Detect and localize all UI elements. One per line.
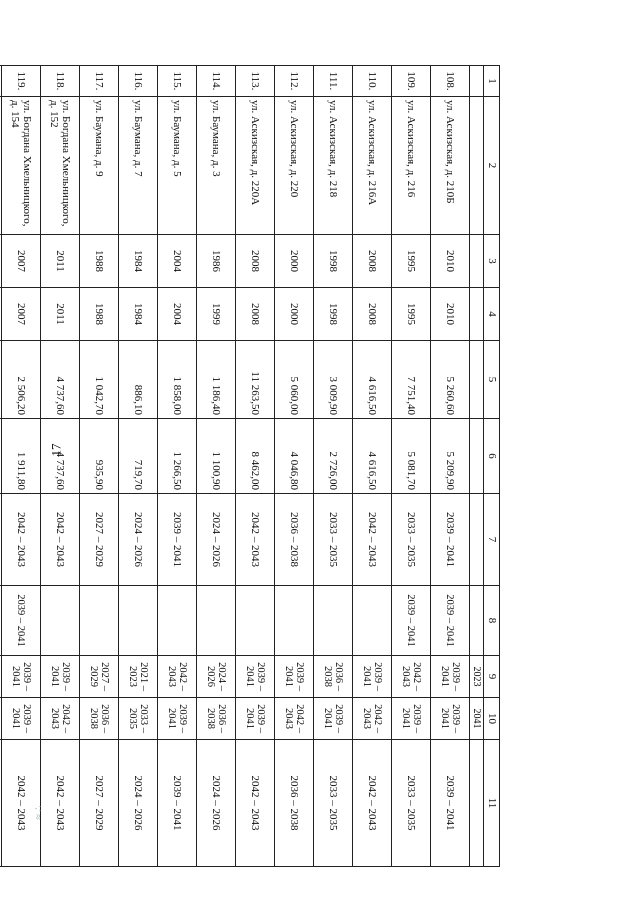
period-cell: 2042 – 2043 (40, 698, 79, 740)
year-built-cell: 2008 (235, 235, 274, 288)
period-cell: 2042 – 2043 (157, 656, 196, 698)
row-number: 111. (313, 66, 352, 97)
year-cell: 2004 (157, 288, 196, 341)
period-cell (118, 586, 157, 656)
area-living-cell: 719,70 (118, 419, 157, 494)
header-cell: 6 (484, 419, 500, 494)
sub-cell (469, 235, 484, 288)
period-cell: 2039 – 2041 (157, 494, 196, 586)
document-table-rotated (0, 65, 500, 867)
area-living-cell: 4 737,60 (40, 419, 79, 494)
header-cell: 9 (484, 656, 500, 698)
period-cell: 2021 – 2023 (118, 656, 157, 698)
table-row (196, 66, 235, 867)
table-row (79, 66, 118, 867)
area-living-cell: 1 266,50 (157, 419, 196, 494)
area-living-cell: 1 100,90 (196, 419, 235, 494)
page-number: 17 (48, 443, 64, 457)
period-cell: 2042 – 2043 (274, 698, 313, 740)
period-cell: 2039 – 2041 (430, 494, 469, 586)
period-cell: 2042 – 2043 (40, 740, 79, 867)
sub-cell (469, 494, 484, 586)
period-cell: 2039 – 2041 (235, 698, 274, 740)
year-cell: 1998 (313, 288, 352, 341)
header-cell: 11 (484, 740, 500, 867)
period-cell: 2033 – 2035 (313, 740, 352, 867)
header-cell: 5 (484, 341, 500, 419)
area-living-cell: 5 209,90 (430, 419, 469, 494)
period-cell: 2036 – 2038 (79, 698, 118, 740)
row-number: 114. (196, 66, 235, 97)
period-cell (235, 586, 274, 656)
period-cell: 2039 – 2041 (430, 586, 469, 656)
period-cell: 2039 – 2041 (235, 656, 274, 698)
year-built-cell: 2011 (40, 235, 79, 288)
address-cell: ул. Аскизская, д. 216 (391, 97, 430, 235)
sub-cell-9: 2023 (469, 656, 484, 698)
period-cell: 2042 – 2043 (391, 656, 430, 698)
header-row (484, 66, 500, 867)
year-cell: 1984 (118, 288, 157, 341)
period-cell: 2039 – 2041 (391, 586, 430, 656)
row-number (0, 66, 1, 97)
period-cell (0, 698, 1, 740)
sub-cell (469, 288, 484, 341)
area-total-cell: 4 616,50 (352, 341, 391, 419)
address-cell: ул. Баумана, д. 3 (196, 97, 235, 235)
period-cell: 2036 – 2038 (196, 698, 235, 740)
row-number: 115. (157, 66, 196, 97)
area-total-cell: 4 737,60 (40, 341, 79, 419)
period-cell: 2039 – 2041 (1, 656, 40, 698)
address-cell: ул. Баумана, д. 5 (157, 97, 196, 235)
period-cell: 2039 – 2041 (313, 698, 352, 740)
address-cell: ул. Аскизская, д. 218 (313, 97, 352, 235)
table-row (1, 66, 40, 867)
year-cell: 2008 (352, 288, 391, 341)
period-cell: 2033 – 2035 (313, 494, 352, 586)
sub-cell (469, 97, 484, 235)
row-number: 110. (352, 66, 391, 97)
area-living-cell: 5 081,70 (391, 419, 430, 494)
period-cell (79, 586, 118, 656)
table-row (118, 66, 157, 867)
table-row (352, 66, 391, 867)
area-living-cell (0, 419, 1, 494)
period-cell: 2024 – 2026 (118, 740, 157, 867)
header-cell: 4 (484, 288, 500, 341)
header-subrow (469, 66, 484, 867)
address-cell (0, 97, 1, 235)
address-cell: ул. Аскизская, д. 210Б (430, 97, 469, 235)
period-cell: 2033 – 2035 (118, 698, 157, 740)
period-cell (40, 586, 79, 656)
period-cell (0, 586, 1, 656)
period-cell: 2039 – 2041 (157, 698, 196, 740)
period-cell: 2039 – 2041 (391, 698, 430, 740)
table-row (430, 66, 469, 867)
table-row (391, 66, 430, 867)
year-built-cell: 1998 (313, 235, 352, 288)
row-number: 112. (274, 66, 313, 97)
year-built-cell (0, 235, 1, 288)
sub-cell (469, 586, 484, 656)
area-total-cell: 886,10 (118, 341, 157, 419)
area-living-cell: 2 726,00 (313, 419, 352, 494)
address-cell: ул. Богдана Хмельницкого, д. 154 (1, 97, 40, 235)
table-row (313, 66, 352, 867)
address-cell: ул. Богдана Хмельницкого, д. 152 (40, 97, 79, 235)
period-cell: 2042 – 2043 (352, 740, 391, 867)
period-cell (157, 586, 196, 656)
year-cell (0, 288, 1, 341)
period-cell: 2042 – 2043 (40, 494, 79, 586)
header-cell: 1 (484, 66, 500, 97)
period-cell: 2027 – 2029 (79, 656, 118, 698)
row-number: 108. (430, 66, 469, 97)
address-cell: ул. Баумана, д. 9 (79, 97, 118, 235)
sub-cell (469, 419, 484, 494)
period-cell: 2036 – 2038 (313, 656, 352, 698)
header-cell: 3 (484, 235, 500, 288)
area-total-cell: 1 042,70 (79, 341, 118, 419)
header-cell: 10 (484, 698, 500, 740)
year-cell: 2010 (430, 288, 469, 341)
header-cell: 2 (484, 97, 500, 235)
period-cell (0, 494, 1, 586)
row-number: 113. (235, 66, 274, 97)
year-built-cell: 2010 (430, 235, 469, 288)
year-cell: 2000 (274, 288, 313, 341)
period-cell: 2024 – 2026 (196, 740, 235, 867)
address-cell: ул. Аскизская, д. 216А (352, 97, 391, 235)
period-cell: 2036 – 2038 (274, 740, 313, 867)
period-cell: 2027 – 2029 (79, 494, 118, 586)
housing-table (0, 65, 500, 867)
area-total-cell: 2 506,20 (1, 341, 40, 419)
period-cell: 2042 – 2043 (1, 740, 40, 867)
area-total-cell: 1 858,00 (157, 341, 196, 419)
area-living-cell: 4 046,80 (274, 419, 313, 494)
area-total-cell: 11 263,50 (235, 341, 274, 419)
sub-cell-10: 2041 (469, 698, 484, 740)
year-cell: 2008 (235, 288, 274, 341)
year-built-cell: 2008 (352, 235, 391, 288)
address-cell: ул. Аскизская, д. 220А (235, 97, 274, 235)
row-number: 117. (79, 66, 118, 97)
period-cell: 2036 – 2038 (274, 494, 313, 586)
period-cell (196, 586, 235, 656)
year-built-cell: 2000 (274, 235, 313, 288)
period-cell: 2039 – 2041 (430, 698, 469, 740)
period-cell: 2024 – 2026 (196, 494, 235, 586)
period-cell: 2042 – 2043 (352, 494, 391, 586)
year-cell: 1999 (196, 288, 235, 341)
period-cell: 2033 – 2035 (391, 740, 430, 867)
year-built-cell: 1988 (79, 235, 118, 288)
area-total-cell: 5 060,00 (274, 341, 313, 419)
sub-cell (469, 341, 484, 419)
area-living-cell: 1 911,80 (1, 419, 40, 494)
year-built-cell: 1995 (391, 235, 430, 288)
area-total-cell: 7 751,40 (391, 341, 430, 419)
row-number: 118. (40, 66, 79, 97)
year-built-cell: 2004 (157, 235, 196, 288)
period-cell: 2039 – 2041 (352, 656, 391, 698)
area-total-cell: 3 009,90 (313, 341, 352, 419)
table-row (0, 66, 1, 867)
period-cell (313, 586, 352, 656)
area-living-cell: 935,90 (79, 419, 118, 494)
row-number: 116. (118, 66, 157, 97)
period-cell: 2039 – 2041 (1, 586, 40, 656)
area-total-cell: 1 186,40 (196, 341, 235, 419)
area-living-cell: 4 616,50 (352, 419, 391, 494)
row-number: 109. (391, 66, 430, 97)
table-row (274, 66, 313, 867)
year-cell: 1988 (79, 288, 118, 341)
period-cell: 2024 – 2026 (196, 656, 235, 698)
year-built-cell: 1986 (196, 235, 235, 288)
period-cell: 2039 – 2041 (274, 656, 313, 698)
address-cell: ул. Аскизская, д. 220 (274, 97, 313, 235)
period-cell (352, 586, 391, 656)
period-cell: 2042 – 2043 (235, 494, 274, 586)
area-total-cell (0, 341, 1, 419)
header-cell: 8 (484, 586, 500, 656)
table-row (235, 66, 274, 867)
period-cell (274, 586, 313, 656)
period-cell: 2042 – 2043 (235, 740, 274, 867)
header-cell: 7 (484, 494, 500, 586)
period-cell: 2039 – 2041 (157, 740, 196, 867)
period-cell: 2033 – 2035 (391, 494, 430, 586)
address-cell: ул. Баумана, д. 7 (118, 97, 157, 235)
sub-cell (469, 66, 484, 97)
period-cell: 2042 – 2043 (1, 494, 40, 586)
row-number: 119. (1, 66, 40, 97)
period-cell: 2039 – 2041 (430, 740, 469, 867)
period-cell (0, 656, 1, 698)
period-cell (0, 740, 1, 867)
period-cell: 2024 – 2026 (118, 494, 157, 586)
table-row (40, 66, 79, 867)
year-built-cell: 1984 (118, 235, 157, 288)
year-built-cell: 2007 (1, 235, 40, 288)
area-total-cell: 5 260,60 (430, 341, 469, 419)
area-living-cell: 8 462,00 (235, 419, 274, 494)
year-cell: 1995 (391, 288, 430, 341)
period-cell: 2039 – 2041 (40, 656, 79, 698)
period-cell: 2042 – 2043 (352, 698, 391, 740)
period-cell: 2039 – 2041 (1, 698, 40, 740)
period-cell: 2039 – 2041 (430, 656, 469, 698)
year-cell: 2007 (1, 288, 40, 341)
year-cell: 2011 (40, 288, 79, 341)
period-cell: 2027 – 2029 (79, 740, 118, 867)
margin-scribble: ≈ ∴ (33, 805, 45, 820)
table-row (157, 66, 196, 867)
sub-cell (469, 740, 484, 867)
